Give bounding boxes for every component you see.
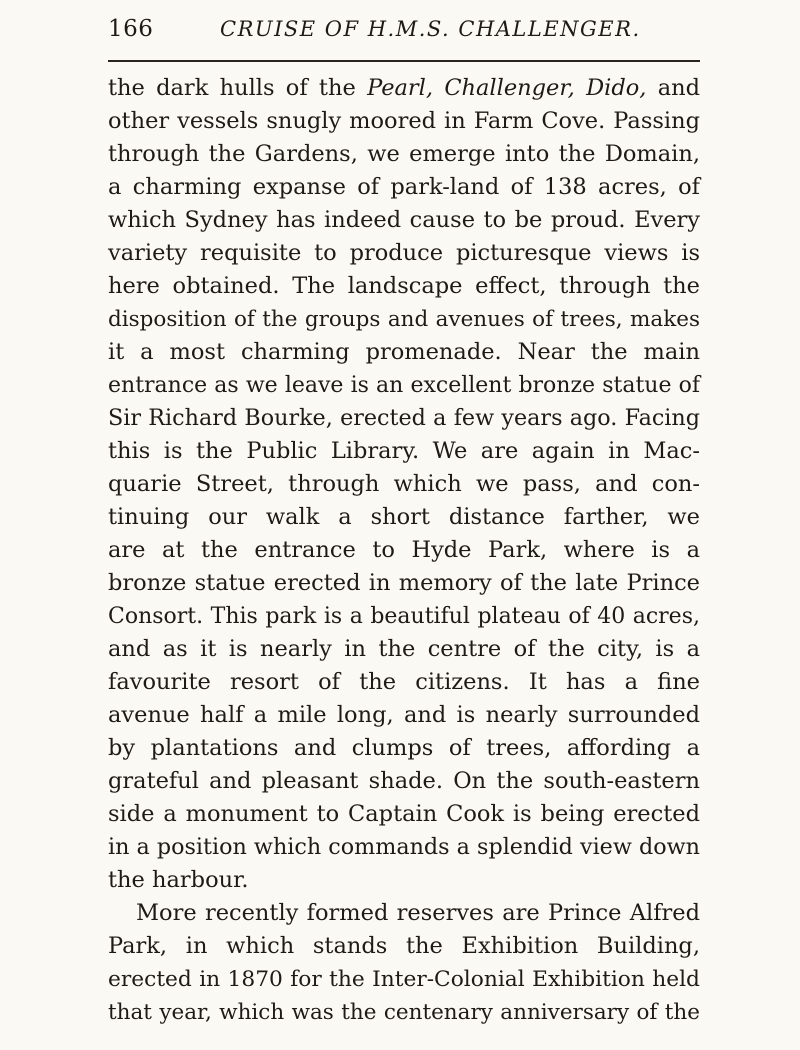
text-line: variety requisite to produce picturesque views is bbox=[108, 240, 700, 266]
text-segment bbox=[433, 75, 444, 101]
text-line: are at the entrance to Hyde Park, where is a bbox=[108, 537, 700, 563]
page-number: 166 bbox=[108, 16, 154, 42]
text-line: bronze statue erected in memory of the late Prince bbox=[108, 570, 700, 596]
body-text bbox=[108, 72, 700, 1029]
text-line: other vessels snugly moored in Farm Cove. Passing bbox=[108, 108, 700, 134]
text-line: erected in 1870 for the Inter-Colonial Exhibition held bbox=[108, 967, 700, 992]
text-segment: the dark hulls of the bbox=[108, 75, 368, 101]
text-line: tinuing our walk a short distance farther, we bbox=[108, 504, 700, 530]
text-line: favourite resort of the citizens. It has a fine bbox=[108, 669, 700, 695]
text-line: disposition of the groups and avenues of trees, makes bbox=[108, 307, 700, 332]
text-line: by plantations and clumps of trees, affording a bbox=[108, 735, 700, 761]
text-line-indented: More recently formed reserves are Prince Alfred bbox=[136, 900, 700, 926]
running-head bbox=[108, 16, 700, 50]
text-line: Consort. This park is a beautiful plateau of 40 acres, bbox=[108, 604, 700, 629]
text-line: grateful and pleasant shade. On the south-eastern bbox=[108, 768, 700, 794]
text-line: entrance as we leave is an excellent bronze statue of bbox=[108, 373, 700, 398]
text-line: Sir Richard Bourke, erected a few years ago. Facing bbox=[108, 405, 700, 431]
text-line: the harbour. bbox=[108, 867, 249, 893]
text-line: this is the Public Library. We are again in Mac- bbox=[108, 438, 700, 464]
text-line: and as it is nearly in the centre of the city, is a bbox=[108, 636, 700, 662]
text-line: a charming expanse of park-land of 138 acres, of bbox=[108, 174, 700, 200]
text-line: in a position which commands a splendid view down bbox=[108, 834, 700, 860]
header-rule bbox=[108, 60, 700, 62]
text-line: through the Gardens, we emerge into the Domain, bbox=[108, 141, 700, 167]
ship-name-dido: Dido, bbox=[586, 75, 647, 101]
text-line: which Sydney has indeed cause to be proud. Every bbox=[108, 207, 700, 233]
ship-name-pearl: Pearl, bbox=[367, 75, 434, 101]
text-line: quarie Street, through which we pass, and con- bbox=[108, 471, 700, 497]
text-segment bbox=[575, 75, 586, 101]
text-line: that year, which was the centenary anniversary of the bbox=[108, 1000, 700, 1025]
text-line: it a most charming promenade. Near the main bbox=[108, 339, 700, 365]
text-line: avenue half a mile long, and is nearly surrounded bbox=[108, 702, 700, 728]
text-line: side a monument to Captain Cook is being erected bbox=[108, 801, 700, 827]
ship-name-challenger: Challenger, bbox=[444, 75, 575, 101]
text-line: here obtained. The landscape effect, through the bbox=[108, 273, 700, 299]
text-line: Park, in which stands the Exhibition Building, bbox=[108, 933, 700, 959]
text-segment: and bbox=[646, 75, 701, 101]
text-line bbox=[108, 72, 700, 105]
running-title: CRUISE OF H.M.S. CHALLENGER. bbox=[220, 17, 641, 41]
